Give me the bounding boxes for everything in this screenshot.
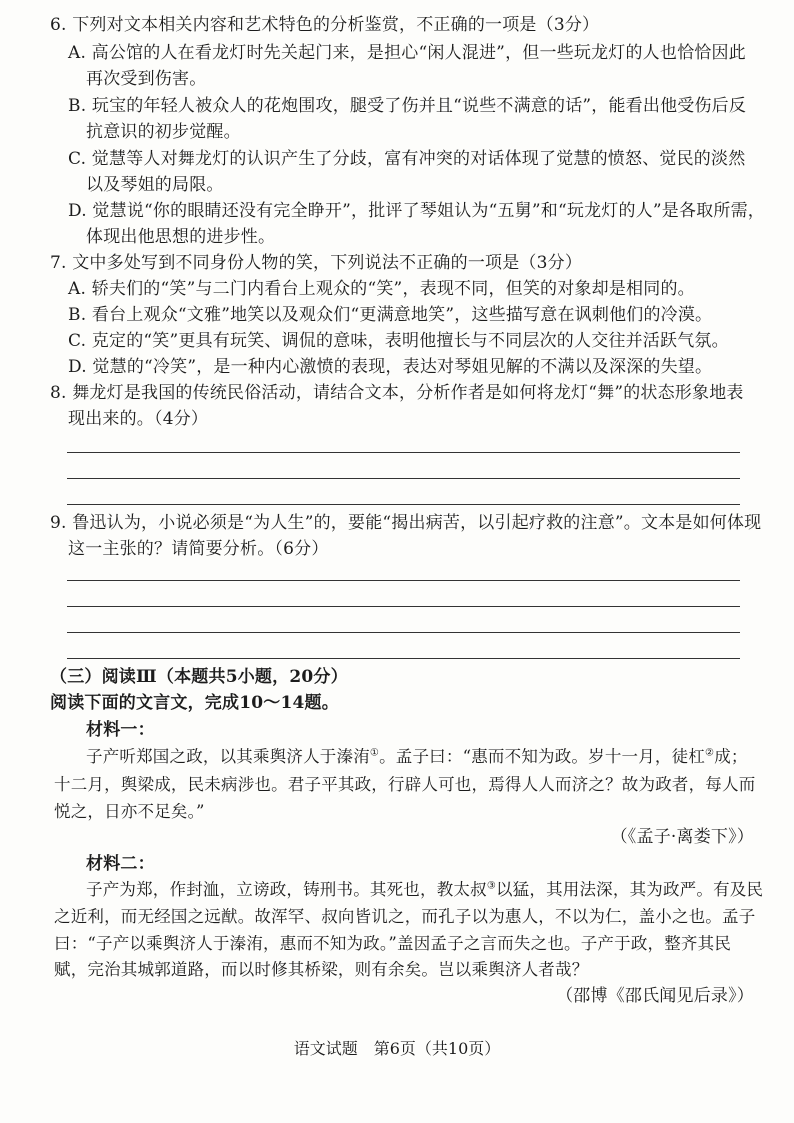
material2-line2: 之近利，而无经国之远猷。故浑罕、叔向皆讥之，而孔子以为惠人，不以为仁，盖小之也。孟子 bbox=[54, 907, 756, 926]
answer-line[interactable] bbox=[67, 504, 740, 505]
q9-stem-cont: 这一主张的？请简要分析。（6分） bbox=[68, 539, 329, 559]
footnote-marker: ② bbox=[705, 747, 715, 759]
material1-source: （《孟子·离娄下》） bbox=[610, 827, 754, 847]
q6-option-a-cont: 再次受到伤害。 bbox=[86, 69, 207, 89]
q6-option-b: B. 玩宝的年轻人被众人的花炮围攻，腿受了伤并且“说些不满意的话”，能看出他受伤后反 bbox=[68, 96, 747, 116]
q7-option-a: A. 轿夫们的“笑”与二门内看台上观众的“笑”，表现不同，但笑的对象却是相同的。 bbox=[68, 279, 695, 299]
section-instruction: 阅读下面的文言文，完成10～14题。 bbox=[50, 693, 339, 713]
q6-option-a: A. 高公馆的人在看龙灯时先关起门来，是担心“闲人混进”，但一些玩龙灯的人也恰恰因此 bbox=[68, 43, 746, 63]
answer-line[interactable] bbox=[67, 580, 740, 581]
q6-option-b-cont: 抗意识的初步觉醒。 bbox=[86, 122, 241, 142]
q7-option-d: D. 觉慧的“冷笑”，是一种内心激愤的表现，表达对琴姐见解的不满以及深深的失望。 bbox=[68, 357, 713, 377]
material2-line4: 赋，完治其城郭道路，而以时修其桥梁，则有余矣。岂以乘舆济人者哉？ bbox=[54, 960, 589, 979]
q6-option-c: C. 觉慧等人对舞龙灯的认识产生了分歧，富有冲突的对话体现了觉慧的愤怒、觉民的淡然 bbox=[68, 149, 746, 169]
material2-label: 材料二： bbox=[86, 854, 155, 874]
q7-option-b: B. 看台上观众“文雅”地笑以及观众们“更满意地笑”，这些描写意在讽刺他们的冷漠。 bbox=[68, 305, 713, 325]
answer-line[interactable] bbox=[67, 632, 740, 633]
material1-line2: 十二月，舆梁成，民未病涉也。君子平其政，行辟人可也，焉得人人而济之？故为政者，每人而 bbox=[54, 775, 756, 794]
footnote-marker: ③ bbox=[486, 880, 496, 892]
q7-stem: 7. 文中多处写到不同身份人物的笑，下列说法不正确的一项是（3分） bbox=[50, 253, 583, 273]
q8-stem: 8. 舞龙灯是我国的传统民俗活动，请结合文本，分析作者是如何将龙灯“舞”的状态形象地表 bbox=[50, 383, 744, 403]
q6-stem: 6. 下列对文本相关内容和艺术特色的分析鉴赏，不正确的一项是（3分） bbox=[50, 15, 600, 35]
q6-option-d: D. 觉慧说“你的眼睛还没有完全睁开”，批评了琴姐认为“五舅”和“玩龙灯的人”是各取所需， bbox=[68, 201, 765, 221]
page-footer: 语文试题 第6页（共10页） bbox=[293, 1039, 501, 1058]
q6-option-c-cont: 以及琴姐的局限。 bbox=[86, 175, 224, 195]
footnote-marker: ① bbox=[369, 747, 380, 759]
material1-line3: 悦之，日亦不足矣。” bbox=[54, 802, 205, 821]
material2-line1: 子产为郑，作封洫，立谤政，铸刑书。其死也，教太叔③以猛，其用法深，其为政严。有及民 bbox=[86, 880, 764, 899]
q8-stem-cont: 现出来的。（4分） bbox=[68, 409, 209, 429]
material2-source: （邵博《邵氏闻见后录》） bbox=[556, 986, 754, 1006]
material1-label: 材料一： bbox=[86, 720, 155, 740]
section-title: （三）阅读Ⅲ（本题共5小题，20分） bbox=[50, 667, 348, 687]
q9-stem: 9. 鲁迅认为，小说必须是“为人生”的，要能“揭出病苦，以引起疗救的注意”。文本是如何体现 bbox=[50, 513, 762, 533]
answer-line[interactable] bbox=[67, 452, 740, 453]
material1-line1: 子产听郑国之政，以其乘舆济人于溱洧①。孟子曰：“惠而不知为政。岁十一月，徒杠②成； bbox=[86, 747, 748, 766]
q7-option-c: C. 克定的“笑”更具有玩笑、调侃的意味，表明他擅长与不同层次的人交往并活跃气氛。 bbox=[68, 331, 729, 351]
q6-option-d-cont: 体现出他思想的进步性。 bbox=[86, 227, 276, 247]
answer-line[interactable] bbox=[67, 606, 740, 607]
answer-line[interactable] bbox=[67, 478, 740, 479]
material2-line3: 曰：“子产以乘舆济人于溱洧，惠而不知为政。”盖因孟子之言而失之也。子产于政，整齐其民 bbox=[54, 934, 732, 953]
answer-line[interactable] bbox=[67, 658, 740, 659]
